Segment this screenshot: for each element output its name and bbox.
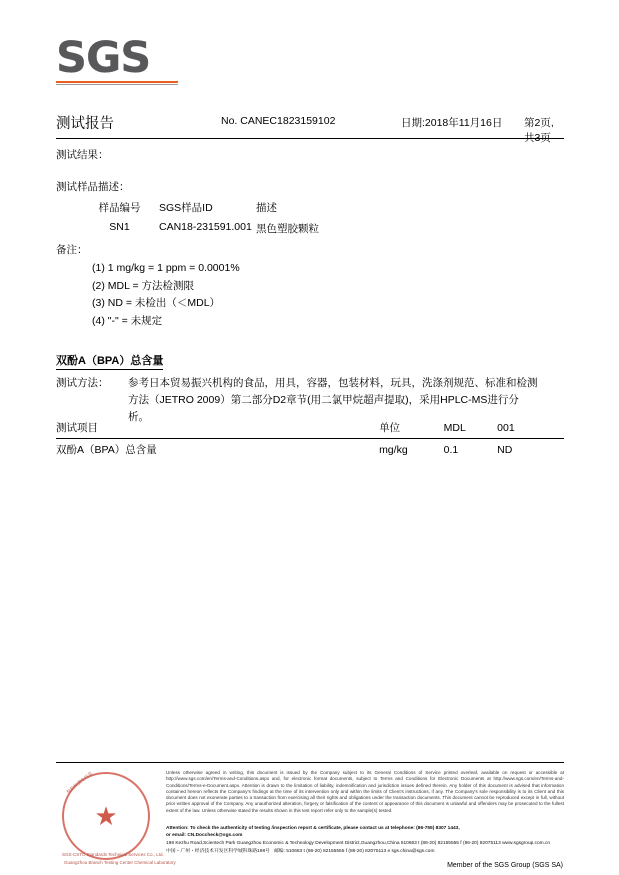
footer-address-cn-text: 中国・广州・经济技术开发区科学城科珠路198号 xyxy=(166,848,270,854)
sgs-logo-block xyxy=(56,33,186,85)
sample-description-table xyxy=(80,198,438,238)
logo-grey-rule xyxy=(56,84,178,85)
star-icon: ★ xyxy=(94,801,118,831)
bpa-section-heading: 双酚A（BPA）总含量 xyxy=(56,352,163,370)
remarks-label: 备注： xyxy=(56,244,88,256)
column-header-description: 描述 xyxy=(256,202,277,214)
footer-address-en: 198 Kezhu Road,Scientech Park Guangzhou Economic & Technology Development District,Guangzhou,China 510663 t (86-20) 82155555 f (86-20) 82075113 www.sgsgroup.com.cn xyxy=(166,841,551,846)
document-date: 日期:2018年11月16日 xyxy=(401,117,503,129)
cell-result: ND xyxy=(497,443,513,456)
footer-divider xyxy=(56,762,564,763)
page-title: 测试报告 xyxy=(56,116,114,132)
page-indicator: 第2页,共3页 xyxy=(524,117,554,144)
seal-line-1: SGS-CSTC Standards Technical Services Co., Ltd. xyxy=(62,852,164,857)
seal-ring-text: 检验检测专用章 xyxy=(65,770,94,795)
cell-sgs-id: CAN18-231591.001 xyxy=(159,221,252,233)
column-header-unit: 单位 xyxy=(379,418,444,439)
list-item: (1) 1 mg/kg = 1 ppm = 0.0001% xyxy=(92,262,240,274)
footer-address xyxy=(166,840,564,855)
header-divider xyxy=(56,138,564,139)
results-label: 测试结果： xyxy=(56,149,109,161)
table-row xyxy=(82,221,436,236)
seal-line-2: Guangzhou Branch Testing Center Chemical Laboratory xyxy=(64,860,176,865)
column-header-sample-001: 001 xyxy=(497,418,564,439)
cell-sample-no: SN1 xyxy=(109,221,130,233)
cell-description: 黑色塑胶颗粒 xyxy=(256,223,319,235)
remarks-list xyxy=(92,260,240,330)
column-header-sample-no: 样品编号 xyxy=(98,202,141,214)
cell-mdl: 0.1 xyxy=(443,443,459,456)
footer-attention-text: Attention: To check the authenticity of testing /inspection report & certificate, please contact us at telephone: (86-755) 8307 1443, xyxy=(166,826,460,831)
test-method-label: 测试方法： xyxy=(56,377,109,389)
table-row xyxy=(56,439,564,458)
footer-email-text: or email: CN.Doccheck@sgs.com xyxy=(166,832,243,838)
company-seal-stamp xyxy=(62,770,176,865)
column-header-mdl: MDL xyxy=(444,418,497,439)
bpa-results-table xyxy=(56,418,564,457)
document-number: No. CANEC1823159102 xyxy=(221,115,336,127)
column-header-test-item: 测试项目 xyxy=(56,418,379,439)
footer-address-cn xyxy=(166,848,564,856)
list-item: (3) ND = 未检出（＜MDL） xyxy=(92,297,221,309)
cell-unit: mg/kg xyxy=(379,443,408,456)
sgs-logo-text: SGS xyxy=(56,33,151,83)
footer-attention xyxy=(166,826,564,839)
list-item: (2) MDL = 方法检测限 xyxy=(92,279,194,292)
table-header-row xyxy=(56,418,564,439)
report-title-row xyxy=(56,112,564,144)
table-header-row xyxy=(82,200,436,219)
footer-address-cn-tail: 邮编: 510663 t (86-20) 82155555 f (86-20) 82075113 e sgs.china@sgs.com xyxy=(273,848,435,854)
footer-member-line: Member of the SGS Group (SGS SA) xyxy=(447,862,563,869)
cell-test-item: 双酚A（BPA）总含量 xyxy=(56,444,157,456)
sample-description-label: 测试样品描述： xyxy=(56,181,130,193)
footer-disclaimer: Unless otherwise agreed in writing, this document is issued by the Company subject to its General Conditions of Service printed overleaf, available on request or accessible at http://www.sgs.com/en/Terms-and-Conditions.aspx and, for electronic format documents, subject to Terms and Conditions for Electronic Documents at http://www.sgs.com/en/Terms-and-Conditions/Terms-e-Document.aspx. Attention is drawn to the limitation of liability, indemnification and jurisdiction issues defined therein. Any holder of this document is advised that information contained hereon reflects the Company's findings at the time of its intervention only and within the limits of Client's instructions, if any. The Company's sole responsibility is to its Client and this document does not exonerate parties to a transaction from exercising all their rights and obligations under the transaction documents. This document cannot be reproduced except in full, without prior written approval of the Company. Any unauthorized alteration, forgery or falsification of the content or appearance of this document is unlawful and offenders may be prosecuted to the fullest extent of the law. Unless otherwise stated the results shown in this test report refer only to the sample(s) tested. xyxy=(166,770,564,813)
column-header-sgs-id: SGS样品ID xyxy=(159,202,213,214)
list-item: (4) "-" = 未规定 xyxy=(92,314,163,327)
test-method-text: 参考日本贸易振兴机构的食品，用具，容器，包装材料，玩具，洗涤剂规范、标准和检测方法（JETRO 2009）第二部分D2章节(用二氯甲烷超声提取)，采用HPLC-MS进行分析。 xyxy=(128,377,538,423)
